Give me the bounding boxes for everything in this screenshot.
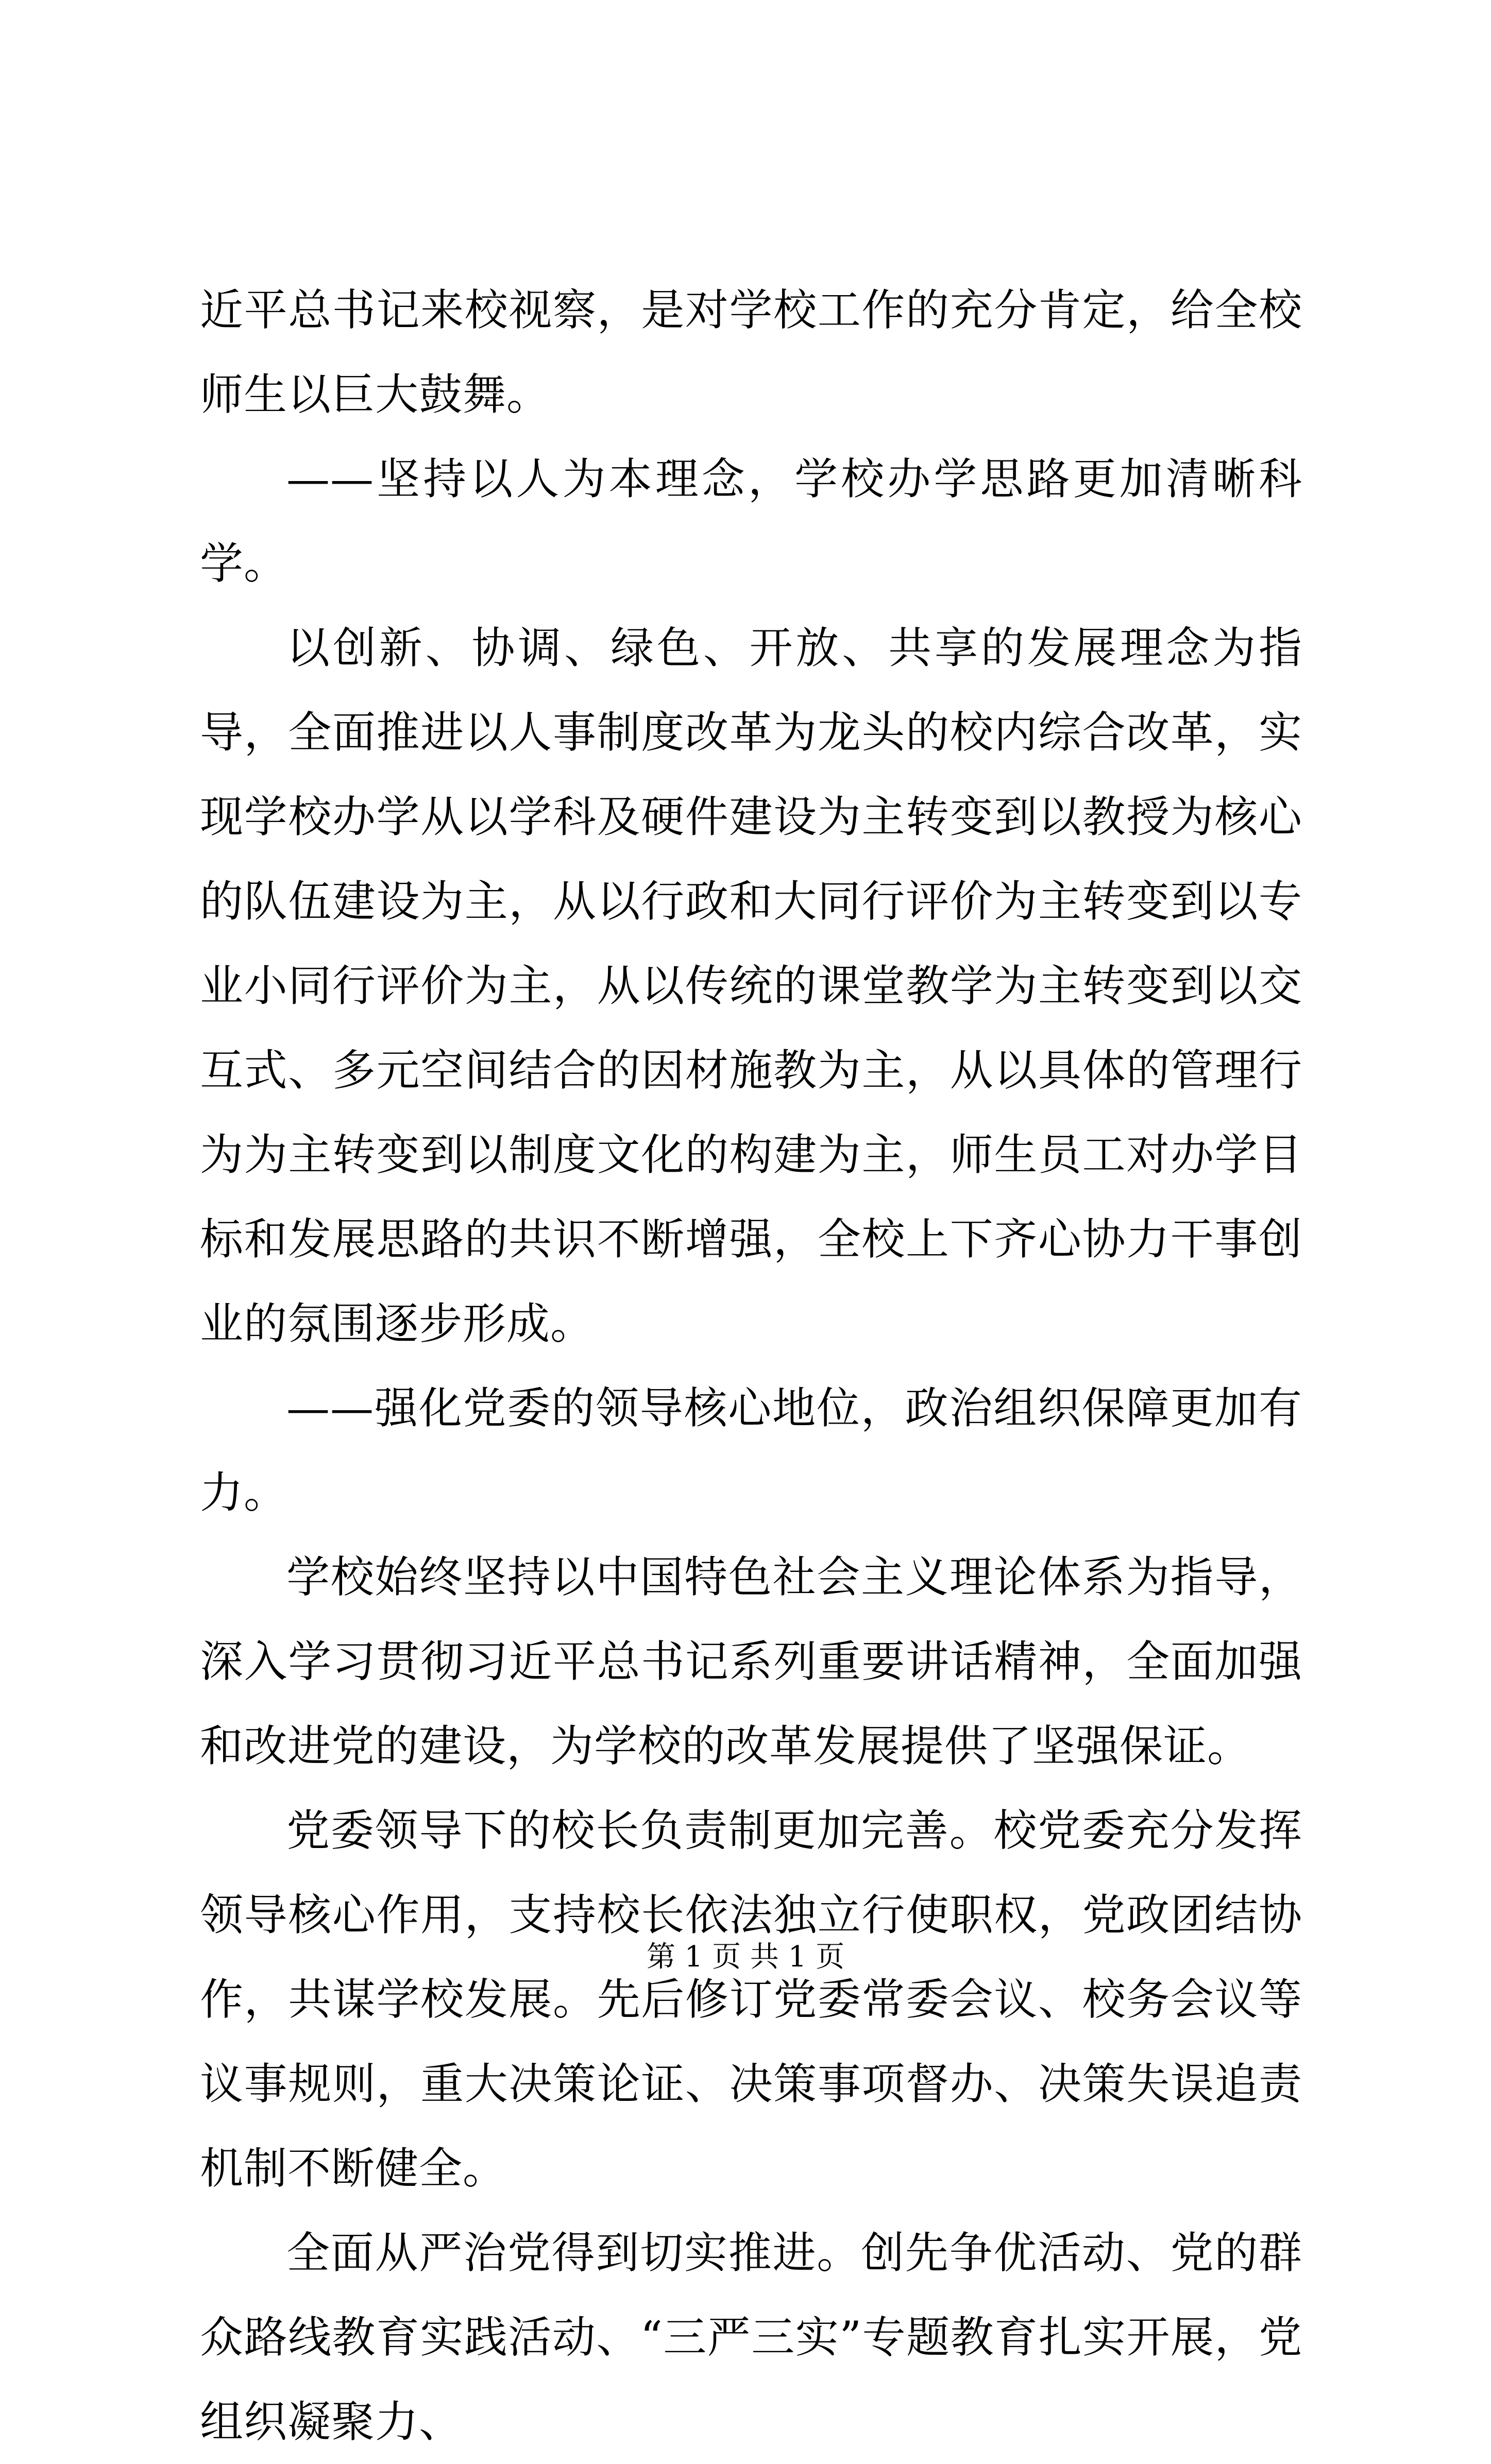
- paragraph-6: 党委领导下的校长负责制更加完善。校党委充分发挥领导核心作用，支持校长依法独立行使职权，党政团结协作，共谋学校发展。先后修订党委常委会议、校务会议等议事规则，重大决策论证、决策事项督办、决策失误追责机制不断健全。: [200, 1805, 1302, 2194]
- paragraph-1: 近平总书记来校视察，是对学校工作的充分肯定，给全校师生以巨大鼓舞。: [200, 285, 1302, 420]
- page-footer: [0, 1937, 1491, 1978]
- paragraph-5: 学校始终坚持以中国特色社会主义理论体系为指导，深入学习贯彻习近平总书记系列重要讲话精神，全面加强和改进党的建设，为学校的改革发展提供了坚强保证。: [200, 1552, 1302, 1771]
- paragraph-2-heading: ——坚持以人为本理念，学校办学思路更加清晰科学。: [200, 454, 1302, 589]
- paragraph-7: 全面从严治党得到切实推进。创先争优活动、党的群众路线教育实践活动、“三严三实”专题教育扎实开展，党组织凝聚力、: [200, 2228, 1302, 2447]
- paragraph-3: 以创新、协调、绿色、开放、共享的发展理念为指导，全面推进以人事制度改革为龙头的校内综合改革，实现学校办学从以学科及硬件建设为主转变到以教授为核心的队伍建设为主，从以行政和大同行评价为主转变到以专业小同行评价为主，从以传统的课堂教学为主转变到以交互式、多元空间结合的因材施教为主，从以具体的管理行为为主转变到以制度文化的构建为主，师生员工对办学目标和发展思路的共识不断增强，全校上下齐心协力干事创业的氛围逐步形成。: [200, 623, 1302, 1349]
- page-number-label: 第 1 页 共 1 页: [646, 1940, 845, 1974]
- document-body: [200, 268, 1302, 2464]
- paragraph-4-heading: ——强化党委的领导核心地位，政治组织保障更加有力。: [200, 1383, 1302, 1518]
